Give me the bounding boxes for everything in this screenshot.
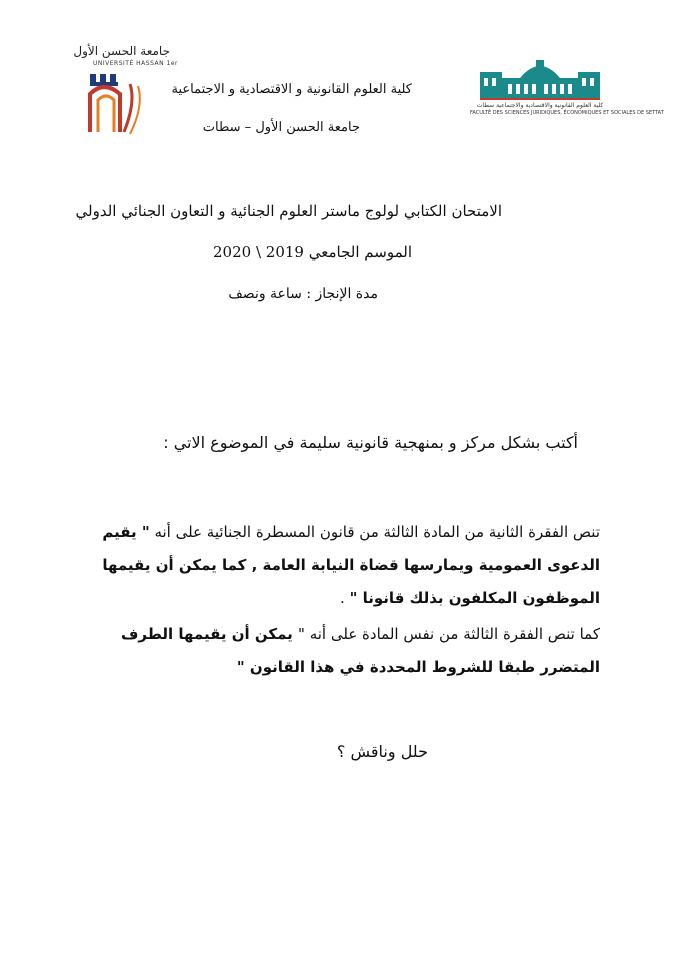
paragraph-1-quote: " يقيم الدعوى العمومية ويمارسها قضاة النيابة العامة , كما يمكن أن يقيمها الموظفون المكلفون بذلك قانونا "	[102, 523, 600, 607]
university-logo-latin: UNIVERSITÉ HASSAN 1er	[93, 60, 178, 67]
university-emblem-icon	[84, 72, 160, 138]
paragraph-article-3-second	[100, 516, 600, 615]
paragraph-1-end: .	[340, 589, 350, 607]
university-logo-name: جامعة الحسن الأول	[73, 44, 170, 58]
faculty-logo-french: FACULTÉ DES SCIENCES JURIDIQUES, ÉCONOMIQUES ET SOCIALES DE SETTAT	[470, 110, 664, 116]
university-name: جامعة الحسن الأول – سطات	[202, 120, 360, 135]
faculty-name: كلية العلوم القانونية و الاقتصادية و الاجتماعية	[171, 82, 412, 97]
exam-season: الموسم الجامعي 2019 \ 2020	[213, 243, 412, 261]
exam-duration: مدة الإنجاز : ساعة ونصف	[228, 286, 378, 302]
faculty-logo-arabic: كلية العلوم القانونية والاقتصادية والاجتماعية سطات	[476, 102, 604, 109]
exam-title: الامتحان الكتابي لولوج ماستر العلوم الجنائية و التعاون الجنائي الدولي	[75, 202, 502, 220]
paragraph-1-plain: تنص الفقرة الثانية من المادة الثالثة من قانون المسطرة الجنائية على أنه	[154, 523, 600, 541]
exam-question: حلل وناقش ؟	[336, 742, 428, 761]
university-logo	[58, 44, 178, 139]
paragraph-article-3-third	[100, 618, 600, 684]
faculty-building-icon	[480, 58, 600, 100]
paragraph-2-plain: كما تنص الفقرة الثالثة من نفس المادة على أنه "	[298, 625, 600, 643]
exam-instruction: أكتب بشكل مركز و بمنهجية قانونية سليمة في الموضوع الاتي :	[163, 433, 578, 452]
paragraph-2-quote: يمكن أن يقيمها الطرف المتضرر طبقا للشروط المحددة في هذا القانون "	[121, 625, 600, 676]
faculty-logo	[470, 58, 664, 120]
